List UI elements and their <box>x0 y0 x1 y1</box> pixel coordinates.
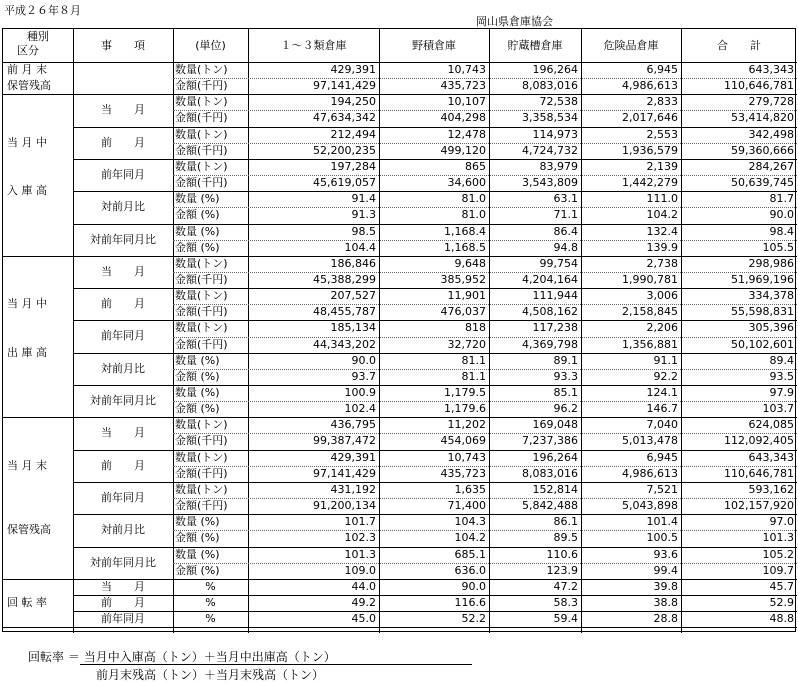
grid-vline-1 <box>173 29 174 633</box>
value-cell-r24-c3: 6,945 <box>646 450 678 464</box>
value-cell-r13-c1: 385,952 <box>440 272 486 286</box>
unit-label-33: % <box>205 595 216 609</box>
value-cell-r8-c2: 63.1 <box>553 192 578 206</box>
section-label-3: 入 庫 高 <box>7 184 47 198</box>
value-cell-r9-c2: 71.1 <box>553 208 578 222</box>
header-category-2: 区分 <box>17 44 39 57</box>
value-cell-r17-c1: 32,720 <box>447 337 486 351</box>
unit-label-27: 金額(千円) <box>175 499 228 513</box>
value-cell-r14-c0: 207,527 <box>330 289 376 303</box>
value-cell-r21-c3: 146.7 <box>646 402 678 416</box>
unit-label-10: 数量 (%) <box>175 224 220 238</box>
value-cell-r13-c4: 51,969,196 <box>731 272 794 286</box>
value-cell-r26-c4: 593,162 <box>748 482 794 496</box>
value-cell-r28-c1: 104.3 <box>454 515 486 529</box>
value-cell-r31-c0: 109.0 <box>344 563 376 577</box>
value-cell-r0-c3: 6,945 <box>646 63 678 76</box>
value-cell-r0-c1: 10,743 <box>447 63 486 76</box>
unit-label-28: 数量 (%) <box>175 515 220 529</box>
item-label-15: 当 月 <box>101 579 145 593</box>
value-cell-r1-c2: 8,083,016 <box>522 79 578 93</box>
value-cell-r6-c0: 197,284 <box>330 159 376 173</box>
value-cell-r24-c4: 643,343 <box>748 450 794 464</box>
value-cell-r12-c2: 99,754 <box>539 256 578 270</box>
value-cell-r4-c0: 212,494 <box>330 127 376 141</box>
value-cell-r23-c3: 5,013,478 <box>622 434 678 448</box>
value-cell-r1-c0: 97,141,429 <box>313 79 376 93</box>
item-label-4: 対前年同月比 <box>90 232 156 246</box>
value-cell-r29-c0: 102.3 <box>344 531 376 545</box>
unit-label-26: 数量(トン) <box>175 482 228 496</box>
value-cell-r5-c1: 499,120 <box>440 143 486 157</box>
value-cell-r33-c1: 116.6 <box>454 595 486 609</box>
value-cell-r22-c3: 7,040 <box>646 418 678 432</box>
unit-label-32: % <box>205 579 216 593</box>
value-cell-r12-c1: 9,648 <box>454 256 486 270</box>
value-cell-r21-c2: 96.2 <box>553 402 578 416</box>
value-cell-r8-c0: 91.4 <box>351 192 376 206</box>
value-cell-r28-c4: 97.0 <box>769 515 794 529</box>
value-cell-r21-c0: 102.4 <box>344 402 376 416</box>
value-cell-r20-c0: 100.9 <box>344 386 376 399</box>
value-cell-r11-c2: 94.8 <box>553 240 578 254</box>
value-cell-r18-c2: 89.1 <box>553 353 578 367</box>
value-cell-r0-c0: 429,391 <box>330 63 376 76</box>
value-cell-r13-c2: 4,204,164 <box>522 272 578 286</box>
value-cell-r16-c2: 117,238 <box>532 321 578 335</box>
value-cell-r21-c1: 1,179.6 <box>444 402 486 416</box>
value-cell-r30-c1: 685.1 <box>454 547 486 561</box>
value-cell-r6-c4: 284,267 <box>748 159 794 173</box>
section-label-8: 回 転 率 <box>7 595 47 609</box>
value-cell-r25-c2: 8,083,016 <box>522 466 578 480</box>
value-cell-r3-c0: 47,634,342 <box>313 111 376 125</box>
section-label-2: 当 月 中 <box>7 135 47 149</box>
value-cell-r14-c3: 3,006 <box>646 289 678 303</box>
value-cell-r15-c2: 4,508,162 <box>522 305 578 319</box>
value-cell-r26-c3: 7,521 <box>646 482 678 496</box>
value-cell-r33-c3: 38.8 <box>653 595 678 609</box>
header-warehouse-1: 野積倉庫 <box>412 39 456 52</box>
value-cell-r19-c2: 93.3 <box>553 369 578 383</box>
section-label-6: 当 月 末 <box>7 458 47 472</box>
value-cell-r5-c4: 59,360,666 <box>731 143 794 157</box>
value-cell-r25-c3: 4,986,613 <box>622 466 678 480</box>
value-cell-r22-c2: 169,048 <box>532 418 578 432</box>
header-category-1: 種別 <box>27 30 49 43</box>
value-cell-r15-c3: 2,158,845 <box>622 305 678 319</box>
value-cell-r29-c2: 89.5 <box>553 531 578 545</box>
value-cell-r7-c3: 1,442,279 <box>622 176 678 190</box>
unit-label-3: 金額(千円) <box>175 111 228 125</box>
unit-label-5: 金額(千円) <box>175 143 228 157</box>
value-cell-r11-c0: 104.4 <box>344 240 376 254</box>
value-cell-r2-c4: 279,728 <box>748 95 794 109</box>
value-cell-r12-c3: 2,738 <box>646 256 678 270</box>
unit-label-20: 数量 (%) <box>175 386 220 399</box>
value-cell-r34-c0: 45.0 <box>351 612 376 626</box>
value-cell-r27-c4: 102,157,920 <box>724 499 794 513</box>
value-cell-r2-c0: 194,250 <box>330 95 376 109</box>
value-cell-r28-c2: 86.1 <box>553 515 578 529</box>
value-cell-r10-c0: 98.5 <box>351 224 376 238</box>
value-cell-r20-c3: 124.1 <box>646 386 678 399</box>
value-cell-r11-c4: 105.5 <box>762 240 794 254</box>
unit-label-25: 金額(千円) <box>175 466 228 480</box>
value-cell-r33-c0: 49.2 <box>351 595 376 609</box>
unit-label-11: 金額 (%) <box>175 240 220 254</box>
value-cell-r8-c1: 81.0 <box>461 192 486 206</box>
header-warehouse-0: １～３類倉庫 <box>280 39 347 52</box>
value-cell-r33-c2: 58.3 <box>553 595 578 609</box>
value-cell-r6-c1: 865 <box>465 159 486 173</box>
unit-label-30: 数量 (%) <box>175 547 220 561</box>
value-cell-r30-c3: 93.6 <box>653 547 678 561</box>
formula-denominator: 前月末残高（トン）＋当月末残高（トン） <box>96 668 325 682</box>
value-cell-r19-c0: 93.7 <box>351 369 376 383</box>
value-cell-r14-c2: 111,944 <box>532 289 578 303</box>
value-cell-r18-c4: 89.4 <box>769 353 794 367</box>
value-cell-r22-c1: 11,202 <box>447 418 486 432</box>
value-cell-r4-c1: 12,478 <box>447 127 486 141</box>
item-label-1: 前 月 <box>101 135 145 149</box>
section-label-5: 出 庫 高 <box>7 345 47 359</box>
value-cell-r27-c1: 71,400 <box>447 499 486 513</box>
value-cell-r7-c0: 45,619,057 <box>313 176 376 190</box>
value-cell-r7-c1: 34,600 <box>447 176 486 190</box>
report-date: 平成２６年８月 <box>4 4 81 17</box>
unit-label-34: % <box>205 612 216 626</box>
header-warehouse-2: 貯蔵槽倉庫 <box>507 39 563 52</box>
organization-name: 岡山県倉庫協会 <box>476 15 553 28</box>
value-cell-r1-c4: 110,646,781 <box>724 79 794 93</box>
unit-label-17: 金額(千円) <box>175 337 228 351</box>
value-cell-r17-c3: 1,356,881 <box>622 337 678 351</box>
value-cell-r2-c1: 10,107 <box>447 95 486 109</box>
unit-label-21: 金額 (%) <box>175 402 220 416</box>
value-cell-r8-c3: 111.0 <box>646 192 678 206</box>
value-cell-r7-c2: 3,543,809 <box>522 176 578 190</box>
value-cell-r29-c4: 101.3 <box>762 531 794 545</box>
value-cell-r12-c0: 186,846 <box>330 256 376 270</box>
value-cell-r15-c0: 48,455,787 <box>313 305 376 319</box>
unit-label-7: 金額(千円) <box>175 176 228 190</box>
value-cell-r1-c1: 435,723 <box>440 79 486 93</box>
header-unit: (単位) <box>195 39 226 52</box>
value-cell-r16-c1: 818 <box>465 321 486 335</box>
value-cell-r23-c1: 454,069 <box>440 434 486 448</box>
value-cell-r2-c3: 2,833 <box>646 95 678 109</box>
value-cell-r28-c0: 101.7 <box>344 515 376 529</box>
value-cell-r23-c2: 7,237,386 <box>522 434 578 448</box>
value-cell-r9-c3: 104.2 <box>646 208 678 222</box>
value-cell-r18-c0: 90.0 <box>351 353 376 367</box>
value-cell-r26-c0: 431,192 <box>330 482 376 496</box>
value-cell-r34-c1: 52.2 <box>461 612 486 626</box>
unit-label-18: 数量 (%) <box>175 353 220 367</box>
value-cell-r8-c4: 81.7 <box>769 192 794 206</box>
value-cell-r32-c4: 45.7 <box>769 579 794 593</box>
unit-label-6: 数量(トン) <box>175 159 228 173</box>
value-cell-r27-c2: 5,842,488 <box>522 499 578 513</box>
value-cell-r26-c2: 152,814 <box>532 482 578 496</box>
value-cell-r25-c1: 435,723 <box>440 466 486 480</box>
value-cell-r30-c0: 101.3 <box>344 547 376 561</box>
value-cell-r34-c4: 48.8 <box>769 612 794 626</box>
value-cell-r32-c2: 47.2 <box>553 579 578 593</box>
item-label-17: 前年同月 <box>101 612 145 626</box>
value-cell-r3-c2: 3,358,534 <box>522 111 578 125</box>
section-label-4: 当 月 中 <box>7 297 47 311</box>
value-cell-r32-c1: 90.0 <box>461 579 486 593</box>
item-label-5: 当 月 <box>101 264 145 278</box>
unit-label-23: 金額(千円) <box>175 434 228 448</box>
unit-label-14: 数量(トン) <box>175 289 228 303</box>
value-cell-r18-c1: 81.1 <box>461 353 486 367</box>
value-cell-r20-c1: 1,179.5 <box>444 386 486 399</box>
value-cell-r10-c1: 1,168.4 <box>444 224 486 238</box>
value-cell-r4-c3: 2,553 <box>646 127 678 141</box>
turnover-formula <box>28 648 336 665</box>
item-label-14: 対前年同月比 <box>90 555 156 569</box>
value-cell-r14-c1: 11,901 <box>447 289 486 303</box>
unit-label-13: 金額(千円) <box>175 272 228 286</box>
value-cell-r32-c3: 39.8 <box>653 579 678 593</box>
value-cell-r10-c4: 98.4 <box>769 224 794 238</box>
item-label-0: 当 月 <box>101 103 145 117</box>
item-label-7: 前年同月 <box>101 329 145 343</box>
value-cell-r18-c3: 91.1 <box>653 353 678 367</box>
value-cell-r30-c2: 110.6 <box>546 547 578 561</box>
value-cell-r29-c3: 100.5 <box>646 531 678 545</box>
value-cell-r23-c4: 112,092,405 <box>724 434 794 448</box>
unit-label-22: 数量(トン) <box>175 418 228 432</box>
unit-label-16: 数量(トン) <box>175 321 228 335</box>
value-cell-r31-c2: 123.9 <box>546 563 578 577</box>
value-cell-r20-c4: 97.9 <box>769 386 794 399</box>
section-label-0: 前 月 末 <box>7 63 47 76</box>
value-cell-r16-c0: 185,134 <box>330 321 376 335</box>
unit-label-2: 数量(トン) <box>175 95 228 109</box>
value-cell-r19-c4: 93.5 <box>769 369 794 383</box>
header-warehouse-3: 危険品倉庫 <box>603 39 659 52</box>
value-cell-r9-c0: 91.3 <box>351 208 376 222</box>
value-cell-r19-c1: 81.1 <box>461 369 486 383</box>
value-cell-r22-c4: 624,085 <box>748 418 794 432</box>
value-cell-r24-c1: 10,743 <box>447 450 486 464</box>
unit-label-8: 数量 (%) <box>175 192 220 206</box>
value-cell-r13-c0: 45,388,299 <box>313 272 376 286</box>
value-cell-r7-c4: 50,639,745 <box>731 176 794 190</box>
item-label-2: 前年同月 <box>101 167 145 181</box>
unit-label-19: 金額 (%) <box>175 369 220 383</box>
value-cell-r17-c4: 50,102,601 <box>731 337 794 351</box>
value-cell-r20-c2: 85.1 <box>553 386 578 399</box>
value-cell-r28-c3: 101.4 <box>646 515 678 529</box>
unit-label-15: 金額(千円) <box>175 305 228 319</box>
value-cell-r10-c2: 86.4 <box>553 224 578 238</box>
item-label-6: 前 月 <box>101 297 145 311</box>
warehouse-statistics-table <box>2 28 796 632</box>
unit-label-0: 数量(トン) <box>175 63 228 76</box>
section-label-1: 保管残高 <box>7 79 51 93</box>
unit-label-9: 金額 (%) <box>175 208 220 222</box>
value-cell-r3-c3: 2,017,646 <box>622 111 678 125</box>
value-cell-r32-c0: 44.0 <box>351 579 376 593</box>
section-label-7: 保管残高 <box>7 523 51 537</box>
value-cell-r5-c3: 1,936,579 <box>622 143 678 157</box>
value-cell-r27-c0: 91,200,134 <box>313 499 376 513</box>
value-cell-r5-c0: 52,200,235 <box>313 143 376 157</box>
value-cell-r11-c3: 139.9 <box>646 240 678 254</box>
value-cell-r33-c4: 52.9 <box>769 595 794 609</box>
value-cell-r2-c2: 72,538 <box>539 95 578 109</box>
value-cell-r24-c2: 196,264 <box>532 450 578 464</box>
value-cell-r10-c3: 132.4 <box>646 224 678 238</box>
value-cell-r16-c4: 305,396 <box>748 321 794 335</box>
value-cell-r11-c1: 1,168.5 <box>444 240 486 254</box>
value-cell-r31-c4: 109.7 <box>762 563 794 577</box>
item-label-11: 前 月 <box>101 458 145 472</box>
value-cell-r17-c2: 4,369,798 <box>522 337 578 351</box>
item-label-3: 対前月比 <box>101 200 145 214</box>
value-cell-r0-c2: 196,264 <box>532 63 578 76</box>
value-cell-r22-c0: 436,795 <box>330 418 376 432</box>
value-cell-r16-c3: 2,206 <box>646 321 678 335</box>
value-cell-r27-c3: 5,043,898 <box>622 499 678 513</box>
value-cell-r26-c1: 1,635 <box>454 482 486 496</box>
header-warehouse-4: 合 計 <box>717 39 761 52</box>
value-cell-r4-c2: 114,973 <box>532 127 578 141</box>
item-label-13: 対前月比 <box>101 523 145 537</box>
unit-label-12: 数量(トン) <box>175 256 228 270</box>
value-cell-r12-c4: 298,986 <box>748 256 794 270</box>
value-cell-r15-c4: 55,598,831 <box>731 305 794 319</box>
value-cell-r31-c1: 636.0 <box>454 563 486 577</box>
value-cell-r25-c4: 110,646,781 <box>724 466 794 480</box>
item-label-9: 対前年同月比 <box>90 394 156 408</box>
value-cell-r9-c1: 81.0 <box>461 208 486 222</box>
value-cell-r17-c0: 44,343,202 <box>313 337 376 351</box>
formula-fraction-line <box>80 664 472 665</box>
value-cell-r19-c3: 92.2 <box>653 369 678 383</box>
value-cell-r9-c4: 90.0 <box>769 208 794 222</box>
value-cell-r6-c3: 2,139 <box>646 159 678 173</box>
value-cell-r0-c4: 643,343 <box>748 63 794 76</box>
value-cell-r4-c4: 342,498 <box>748 127 794 141</box>
value-cell-r3-c1: 404,298 <box>440 111 486 125</box>
formula-label: 回転率 <box>28 650 65 664</box>
value-cell-r3-c4: 53,414,820 <box>731 111 794 125</box>
formula-equals: ＝ <box>67 650 80 664</box>
unit-label-4: 数量(トン) <box>175 127 228 141</box>
value-cell-r6-c2: 83,979 <box>539 159 578 173</box>
item-label-8: 対前月比 <box>101 361 145 375</box>
unit-label-24: 数量(トン) <box>175 450 228 464</box>
value-cell-r30-c4: 105.2 <box>762 547 794 561</box>
value-cell-r15-c1: 476,037 <box>440 305 486 319</box>
formula-numerator: 当月中入庫高（トン）＋当月中出庫高（トン） <box>83 650 336 664</box>
item-label-12: 前年同月 <box>101 490 145 504</box>
value-cell-r13-c3: 1,990,781 <box>622 272 678 286</box>
value-cell-r1-c3: 4,986,613 <box>622 79 678 93</box>
value-cell-r31-c3: 99.4 <box>653 563 678 577</box>
unit-label-29: 金額 (%) <box>175 531 220 545</box>
header-item: 事 項 <box>101 39 145 52</box>
value-cell-r23-c0: 99,387,472 <box>313 434 376 448</box>
unit-label-31: 金額 (%) <box>175 563 220 577</box>
unit-label-1: 金額(千円) <box>175 79 228 93</box>
value-cell-r14-c4: 334,378 <box>748 289 794 303</box>
grid-hline-35 <box>3 627 797 628</box>
value-cell-r24-c0: 429,391 <box>330 450 376 464</box>
value-cell-r25-c0: 97,141,429 <box>313 466 376 480</box>
value-cell-r34-c2: 59.4 <box>553 612 578 626</box>
value-cell-r34-c3: 28.8 <box>653 612 678 626</box>
item-label-10: 当 月 <box>101 426 145 440</box>
value-cell-r21-c4: 103.7 <box>762 402 794 416</box>
value-cell-r5-c2: 4,724,732 <box>522 143 578 157</box>
value-cell-r29-c1: 104.2 <box>454 531 486 545</box>
item-label-16: 前 月 <box>101 595 145 609</box>
